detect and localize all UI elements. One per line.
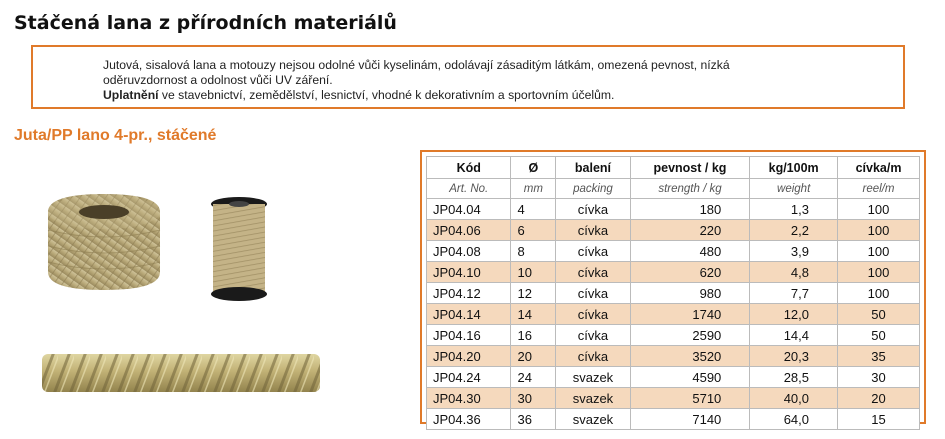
cell-diameter: 24 — [511, 367, 556, 388]
cell-strength: 1740 — [630, 304, 750, 325]
cell-diameter: 14 — [511, 304, 556, 325]
cell-packing: cívka — [556, 304, 630, 325]
cell-reel: 100 — [838, 241, 920, 262]
cell-packing: cívka — [556, 199, 630, 220]
cell-reel: 100 — [838, 262, 920, 283]
cell-strength: 7140 — [630, 409, 750, 430]
spec-table-frame — [420, 150, 926, 427]
col-packing-header: balení — [556, 157, 630, 179]
cell-diameter: 20 — [511, 346, 556, 367]
table-row — [427, 346, 920, 367]
cell-packing: cívka — [556, 283, 630, 304]
cell-code: JP04.10 — [427, 262, 511, 283]
cell-reel: 100 — [838, 220, 920, 241]
cell-weight: 28,5 — [750, 367, 838, 388]
cell-reel: 100 — [838, 199, 920, 220]
table-row — [427, 199, 920, 220]
cell-reel: 50 — [838, 304, 920, 325]
table-row — [427, 241, 920, 262]
cell-reel: 100 — [838, 283, 920, 304]
info-line-1: Jutová, sisalová lana a motouzy nejsou odolné vůči kyselinám, odolávají zásaditým látkám, omezená pevnost, nízká — [103, 58, 730, 72]
table-row — [427, 262, 920, 283]
cell-weight: 64,0 — [750, 409, 838, 430]
table-subheader-row — [427, 179, 920, 199]
info-usage — [103, 88, 893, 103]
col-strength-header: pevnost / kg — [630, 157, 750, 179]
cell-weight: 40,0 — [750, 388, 838, 409]
col-code-subheader: Art. No. — [427, 179, 511, 199]
cell-packing: cívka — [556, 241, 630, 262]
spec-table — [426, 156, 920, 430]
cell-packing: svazek — [556, 409, 630, 430]
cell-strength: 480 — [630, 241, 750, 262]
col-reel-subheader: reel/m — [838, 179, 920, 199]
cell-packing: svazek — [556, 388, 630, 409]
table-row — [427, 325, 920, 346]
cell-weight: 3,9 — [750, 241, 838, 262]
table-row — [427, 220, 920, 241]
cell-code: JP04.16 — [427, 325, 511, 346]
cell-weight: 20,3 — [750, 346, 838, 367]
col-diameter-header: Ø — [511, 157, 556, 179]
cell-reel: 15 — [838, 409, 920, 430]
cell-code: JP04.12 — [427, 283, 511, 304]
cell-packing: cívka — [556, 220, 630, 241]
usage-label: Uplatnění — [103, 87, 159, 102]
cell-strength: 620 — [630, 262, 750, 283]
cell-code: JP04.06 — [427, 220, 511, 241]
col-strength-subheader: strength / kg — [630, 179, 750, 199]
cell-strength: 4590 — [630, 367, 750, 388]
cell-packing: cívka — [556, 262, 630, 283]
table-row — [427, 304, 920, 325]
cell-reel: 20 — [838, 388, 920, 409]
cell-strength: 180 — [630, 199, 750, 220]
table-row — [427, 409, 920, 430]
col-packing-subheader: packing — [556, 179, 630, 199]
cell-reel: 35 — [838, 346, 920, 367]
col-weight-subheader: weight — [750, 179, 838, 199]
cell-strength: 3520 — [630, 346, 750, 367]
info-box — [31, 45, 905, 109]
cell-packing: cívka — [556, 325, 630, 346]
col-code-header: Kód — [427, 157, 511, 179]
cell-diameter: 4 — [511, 199, 556, 220]
cell-code: JP04.30 — [427, 388, 511, 409]
cell-weight: 14,4 — [750, 325, 838, 346]
table-row — [427, 388, 920, 409]
info-line-2: oděruvzdornost a odolnost vůči UV záření. — [103, 72, 333, 87]
product-title: Juta/PP lano 4-pr., stáčené — [14, 127, 217, 144]
cell-code: JP04.24 — [427, 367, 511, 388]
cell-weight: 4,8 — [750, 262, 838, 283]
cell-strength: 2590 — [630, 325, 750, 346]
page-title: Stáčená lana z přírodních materiálů — [14, 12, 397, 34]
table-row — [427, 283, 920, 304]
cell-diameter: 10 — [511, 262, 556, 283]
cell-weight: 7,7 — [750, 283, 838, 304]
cell-packing: cívka — [556, 346, 630, 367]
cell-weight: 2,2 — [750, 220, 838, 241]
rope-strand-image — [42, 352, 320, 394]
cell-diameter: 36 — [511, 409, 556, 430]
cell-code: JP04.04 — [427, 199, 511, 220]
cell-code: JP04.20 — [427, 346, 511, 367]
rope-coil-image — [42, 190, 166, 294]
cell-diameter: 16 — [511, 325, 556, 346]
cell-weight: 1,3 — [750, 199, 838, 220]
col-diameter-subheader: mm — [511, 179, 556, 199]
cell-strength: 5710 — [630, 388, 750, 409]
cell-diameter: 8 — [511, 241, 556, 262]
cell-strength: 220 — [630, 220, 750, 241]
cell-diameter: 6 — [511, 220, 556, 241]
cell-strength: 980 — [630, 283, 750, 304]
table-header-row — [427, 157, 920, 179]
cell-weight: 12,0 — [750, 304, 838, 325]
col-weight-header: kg/100m — [750, 157, 838, 179]
cell-packing: svazek — [556, 367, 630, 388]
cell-diameter: 12 — [511, 283, 556, 304]
cell-code: JP04.08 — [427, 241, 511, 262]
col-reel-header: cívka/m — [838, 157, 920, 179]
cell-code: JP04.14 — [427, 304, 511, 325]
rope-reel-image — [208, 196, 270, 304]
table-row — [427, 367, 920, 388]
cell-reel: 50 — [838, 325, 920, 346]
cell-code: JP04.36 — [427, 409, 511, 430]
usage-text: ve stavebnictví, zemědělství, lesnictví, vhodné k dekorativním a sportovním účelům. — [158, 87, 615, 102]
cell-reel: 30 — [838, 367, 920, 388]
cell-diameter: 30 — [511, 388, 556, 409]
